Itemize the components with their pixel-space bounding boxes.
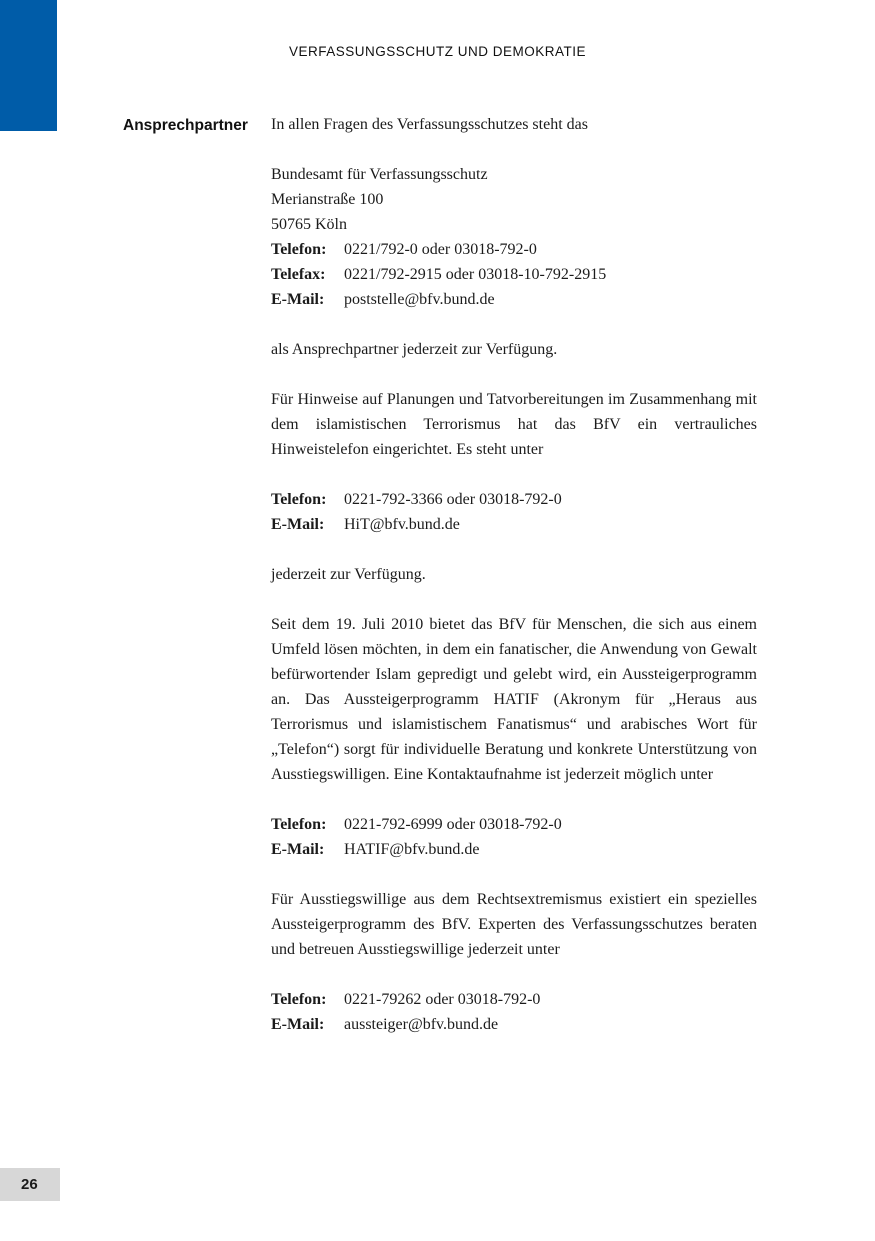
contact-label: E-Mail: (271, 841, 325, 858)
contact-value: poststelle@bfv.bund.de (344, 291, 495, 308)
contact-row (271, 837, 757, 862)
corner-accent-bar (0, 0, 57, 131)
contact-label: E-Mail: (271, 1016, 325, 1033)
body-text-column (271, 112, 757, 1037)
address-line: Merianstraße 100 (271, 191, 384, 208)
after-contact2-line: jederzeit zur Verfügung. (271, 566, 426, 583)
contact-row (271, 487, 757, 512)
address-contact-block (271, 162, 757, 312)
contact-value: 0221/792-0 oder 03018-792-0 (344, 241, 537, 258)
running-header: VERFASSUNGSSCHUTZ UND DEMOKRATIE (288, 44, 587, 59)
hinweistelefon-paragraph: Für Hinweise auf Planungen und Tatvorbereitungen im Zusammenhang mit dem islamistischen Terrorismus hat das BfV ein vertrauliches Hinweistelefon eingerichtet. Es steht unter (271, 391, 757, 458)
contact-row (271, 262, 757, 287)
contact-label: E-Mail: (271, 291, 325, 308)
contact-row (271, 287, 757, 312)
contact-value: 0221/792-2915 oder 03018-10-792-2915 (344, 266, 607, 283)
contact-row (271, 512, 757, 537)
intro-paragraph: In allen Fragen des Verfassungsschutzes steht das (271, 116, 588, 133)
margin-label: Ansprechpartner (123, 117, 248, 134)
contact-value: HATIF@bfv.bund.de (344, 841, 480, 858)
contact-value: 0221-792-6999 oder 03018-792-0 (344, 816, 562, 833)
page-number: 26 (0, 1168, 60, 1201)
contact-value: 0221-792-3366 oder 03018-792-0 (344, 491, 562, 508)
contact-label: Telefax: (271, 266, 326, 283)
contact-label: Telefon: (271, 491, 327, 508)
contact-label: Telefon: (271, 816, 327, 833)
address-line: Bundesamt für Verfassungsschutz (271, 166, 488, 183)
contact-row (271, 987, 757, 1012)
contact-label: Telefon: (271, 241, 327, 258)
contact-row (271, 812, 757, 837)
contact-value: 0221-79262 oder 03018-792-0 (344, 991, 541, 1008)
contact-row (271, 237, 757, 262)
contact-row (271, 1012, 757, 1037)
after-address-line: als Ansprechpartner jederzeit zur Verfügung. (271, 341, 558, 358)
hatif-contact-block (271, 812, 757, 862)
contact-label: Telefon: (271, 991, 327, 1008)
hatif-paragraph: Seit dem 19. Juli 2010 bietet das BfV für Menschen, die sich aus einem Umfeld lösen möchten, in dem ein fanatischer, die Anwendung von Gewalt befürwortender Islam gepredigt und gelebt wird, ein Aussteigerprogramm an. Das Aussteigerprogramm HATIF (Akronym für „Heraus aus Terrorismus und islamistischem Fanatismus“ und arabisches Wort für „Telefon“) sorgt für individuelle Beratung und konkrete Unterstützung von Ausstiegswilligen. Eine Kontaktaufnahme ist jederzeit möglich unter (271, 616, 757, 783)
aussteiger-contact-block (271, 987, 757, 1037)
hinweistelefon-contact-block (271, 487, 757, 537)
contact-label: E-Mail: (271, 516, 325, 533)
rechtsextremismus-paragraph: Für Ausstiegswillige aus dem Rechtsextremismus existiert ein spezielles Aussteigerprogramm des BfV. Experten des Verfassungsschutzes beraten und betreuen Ausstiegswillige jederzeit unter (271, 891, 757, 958)
contact-value: aussteiger@bfv.bund.de (344, 1016, 499, 1033)
address-line: 50765 Köln (271, 216, 347, 233)
contact-value: HiT@bfv.bund.de (344, 516, 460, 533)
